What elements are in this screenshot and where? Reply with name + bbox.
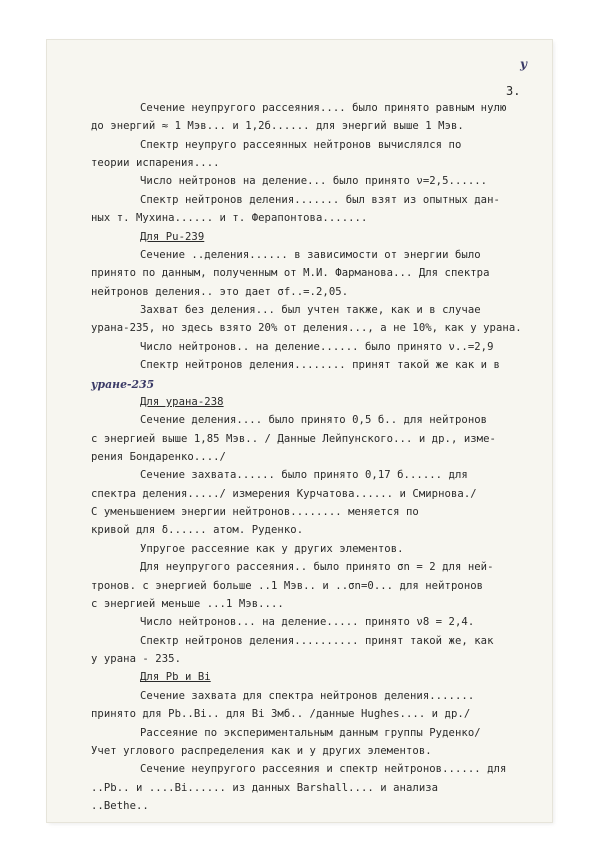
text-line: ..Pb.. и ....Bi...... из данных Barshall.... и анализа (91, 781, 439, 794)
text-line: с энергией меньше ...1 Мэв.... (91, 597, 284, 610)
text-line: ..Bethe.. (91, 800, 149, 812)
text-line: принято по данным, полученным от М.И. Фарманова... Для спектра (91, 267, 490, 280)
page-number: 3. (506, 84, 521, 98)
text-line: Рассеяние по экспериментальным данным группы Руденко/ (140, 726, 481, 739)
text-line: спектра деления...../ измерения Курчатова...... и Смирнова./ (91, 487, 477, 500)
text-line: принято для Pb..Bi.. для Bi 3мб.. /данные Hughes.... и др./ (91, 708, 471, 721)
text-line: кривой для δ...... атом. Руденко. (91, 524, 304, 537)
text-line: теории испарения.... (91, 157, 220, 170)
text-line: Захват без деления... был учтен также, как и в случае (140, 304, 481, 317)
text-line: у урана - 235. (91, 653, 181, 666)
text-line: с энергией выше 1,85 Мэв.. / Данные Лейпунского... и др., изме- (91, 432, 496, 445)
corner-mark: у (520, 57, 528, 71)
text-line: ных т. Мухина...... и т. Ферапонтова....... (91, 212, 368, 225)
text-line: Спектр нейтронов деления........ принят такой же как и в (140, 359, 500, 372)
text-line: Сечение неупругого рассеяния и спектр нейтронов...... для (140, 763, 507, 776)
text-line: рения Бондаренко..../ (91, 451, 226, 463)
text-line: Упругое рассеяние как у других элементов. (140, 542, 404, 555)
section-heading: Для Pu-239 (140, 230, 205, 243)
text-line: Сечение деления.... было принято 0,5 б.. для нейтронов (140, 414, 488, 427)
text-line: до энергий ≈ 1 Мэв... и 1,2б...... для энергий выше 1 Мэв. (91, 120, 464, 133)
text-line: тронов. с энергией больше ..1 Мэв.. и ..σn=0... для нейтронов (91, 579, 484, 592)
text-line: урана-235, но здесь взято 20% от деления..., а не 10%, как у урана. (91, 322, 522, 335)
text-line: Число нейтронов на деление... было принято ν=2,5...... (140, 175, 488, 188)
section-heading: Для урана-238 (140, 395, 224, 408)
text-line: Сечение захвата...... было принято 0,17 б...... для (140, 469, 468, 482)
text-line: Для неупругого рассеяния.. было принято σn = 2 для ней- (140, 561, 494, 574)
text-line: Спектр неупруго рассеянных нейтронов вычислялся по (140, 138, 462, 151)
text-line: Сечение ..деления...... в зависимости от энергии было (140, 248, 481, 261)
text-line: Число нейтронов.. на деление...... было принято ν..=2,9 (140, 340, 494, 353)
document-page (47, 40, 552, 822)
text-line: С уменьшением энергии нейтронов........ меняется по (91, 506, 419, 519)
text-line: Сечение неупругого рассеяния.... было принято равным нулю (140, 102, 507, 114)
text-line: Сечение захвата для спектра нейтронов деления....... (140, 689, 475, 702)
text-line: Спектр нейтронов деления.......... принят такой же, как (140, 634, 494, 647)
section-heading: Для Pb и Bi (140, 671, 211, 684)
text-line: уране-235 (91, 377, 155, 391)
text-line: нейтронов деления.. это дает σf..=.2,05. (91, 285, 349, 298)
text-line: Учет углового распределения как и у других элементов. (91, 744, 432, 757)
text-line: Число нейтронов... на деление..... принято ν8 = 2,4. (140, 616, 475, 629)
text-line: Спектр нейтронов деления....... был взят из опытных дан- (140, 193, 500, 206)
